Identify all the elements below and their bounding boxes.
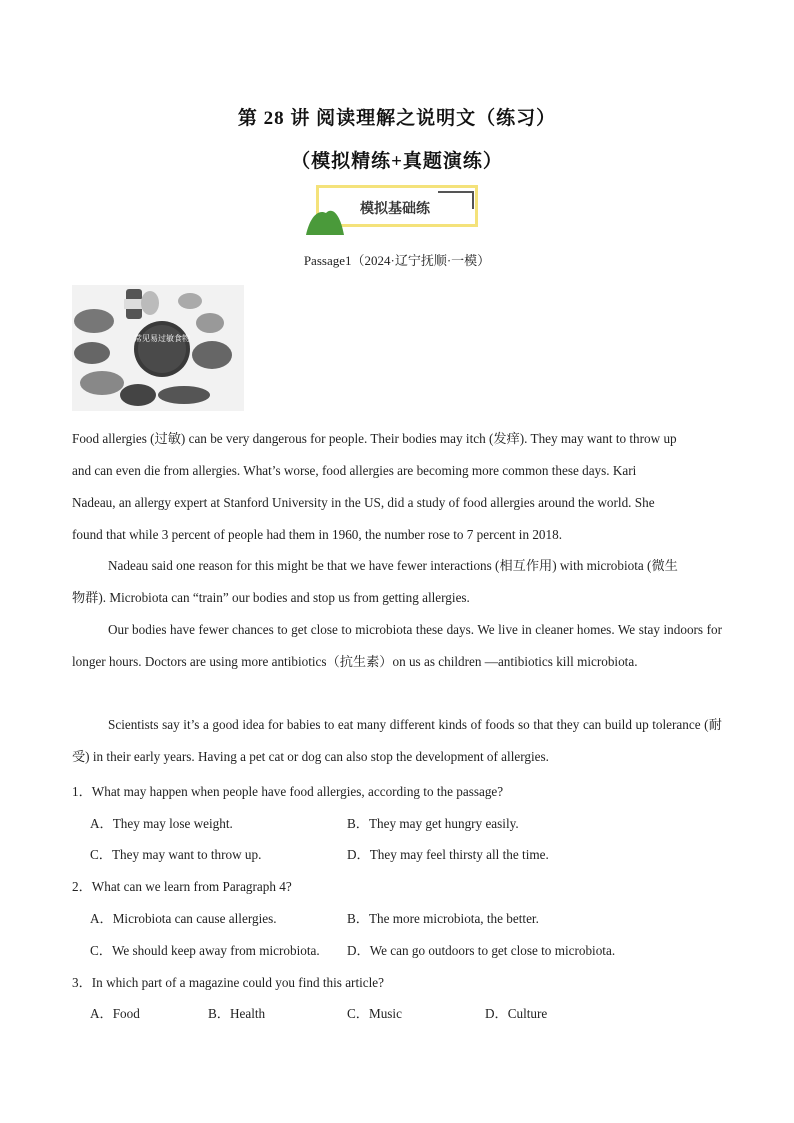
paragraph-2 (72, 550, 722, 614)
paragraph-1-line: found that while 3 percent of people had them in 1960, the number rose to 7 percent in 2018. (72, 527, 563, 542)
paragraph-2-line: 物群). Microbiota can “train” our bodies and stop us from getting allergies. (72, 590, 470, 605)
badge-line-decoration (438, 191, 474, 193)
question-1-option-d[interactable]: D．They may feel thirsty all the time. (347, 847, 549, 862)
question-3-option-c[interactable]: C．Music (347, 1006, 402, 1021)
question-3-option-b[interactable]: B．Health (208, 1006, 266, 1021)
lesson-subtitle: （模拟精练+真题演练） (291, 151, 503, 172)
section-badge (306, 183, 484, 233)
question-2-option-d[interactable]: D．We can go outdoors to get close to microbiota. (347, 943, 616, 958)
image-caption: 常见易过敏食物 (134, 334, 190, 343)
paragraph-1 (72, 423, 722, 551)
question-3-stem: 3．In which part of a magazine could you find this article? (72, 975, 384, 990)
paragraph-2-line: Nadeau said one reason for this might be that we have fewer interactions (相互作用) with microbiota (微生 (108, 558, 678, 573)
passage-label: Passage1（2024·辽宁抚顺·一模） (303, 253, 491, 268)
badge-label: 模拟基础练 (360, 201, 430, 217)
paragraph-1-line: Nadeau, an allergy expert at Stanford University in the US, did a study of food allergies around the world. She (72, 495, 655, 510)
question-2-option-a[interactable]: A．Microbiota can cause allergies. (90, 911, 277, 926)
question-1-option-b[interactable]: B．They may get hungry easily. (347, 816, 519, 831)
question-1-option-c[interactable]: C．They may want to throw up. (90, 847, 262, 862)
question-2-option-c[interactable]: C．We should keep away from microbiota. (90, 943, 320, 958)
question-2-option-b[interactable]: B．The more microbiota, the better. (347, 911, 539, 926)
paragraph-3: Our bodies have fewer chances to get close to microbiota these days. We live in cleaner homes. We stay indoors for longer hours. Doctors are using more antibiotics（抗生素）on us as children —antibiotics kill microbiota. (72, 622, 722, 669)
lesson-title: 第 28 讲 阅读理解之说明文（练习） (237, 108, 557, 129)
question-3-option-d[interactable]: D．Culture (485, 1006, 548, 1021)
food-allergy-image (72, 285, 244, 411)
paragraph-1-line: Food allergies (过敏) can be very dangerous for people. Their bodies may itch (发痒). They may want to throw up (72, 431, 677, 446)
paragraph-1-line: and can even die from allergies. What’s worse, food allergies are becoming more common these days. Kari (72, 463, 637, 478)
paragraph-4: Scientists say it’s a good idea for babies to eat many different kinds of foods so that they can build up tolerance (耐受) in their early years. Having a pet cat or dog can also stop the development of allergies. (72, 717, 722, 764)
question-2-stem: 2．What can we learn from Paragraph 4? (72, 879, 292, 894)
question-3-option-a[interactable]: A．Food (90, 1006, 140, 1021)
question-1-stem: 1．What may happen when people have food allergies, according to the passage? (72, 784, 504, 799)
question-1-option-a[interactable]: A．They may lose weight. (90, 816, 233, 831)
